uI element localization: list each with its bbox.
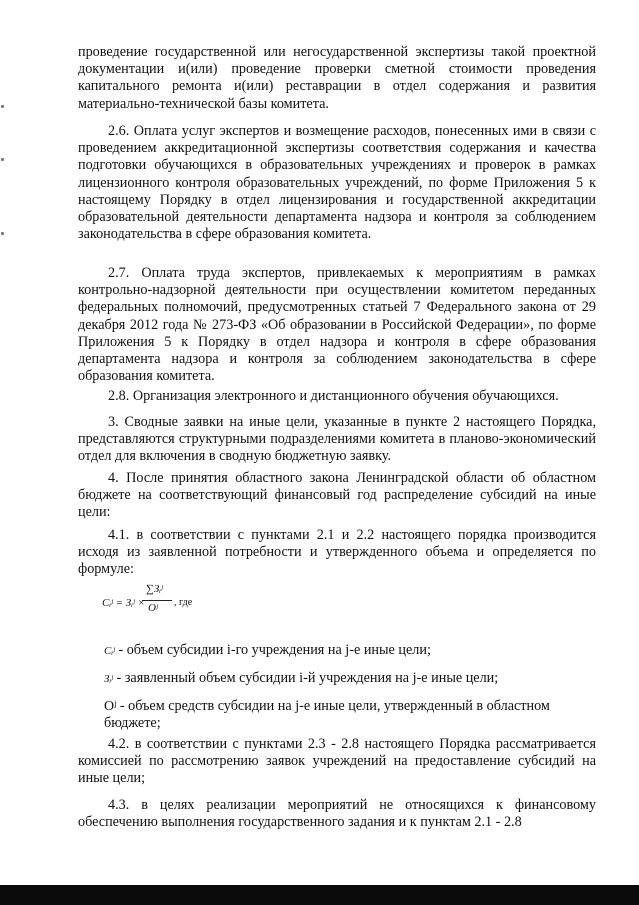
fraction-line: [142, 600, 172, 601]
scan-bottom-edge: [0, 885, 639, 905]
definition-z-symbol: Зᵢʲ: [104, 673, 113, 685]
definition-o: [104, 698, 596, 732]
subsidy-formula: [102, 583, 252, 633]
paragraph-4: 4. После принятия областного закона Ленинградской области об областном бюджете на соответствующий финансовый год распределение субсидий на иные цели:: [78, 470, 596, 521]
paragraph-3: 3. Сводные заявки на иные цели, указанные в пункте 2 настоящего Порядка, представляются структурными подразделениями комитета в планово-экономический отдел для включения в сводную бюджетную заявку.: [78, 414, 596, 465]
definition-c-symbol: Cᵢʲ: [104, 645, 115, 657]
paragraph-continuation: проведение государственной или негосударственной экспертизы такой проектной документации и(или) проведение проверки сметной стоимости проведения капитального ремонта и(или) реставрации в отдел содержания и развития материально-технической базы комитета.: [78, 44, 596, 112]
formula-numerator: ∑Зᵢʲ: [146, 583, 163, 595]
scan-speck: [1, 105, 4, 108]
paragraph-4-2: 4.2. в соответствии с пунктами 2.3 - 2.8 настоящего Порядка рассматривается комиссией по рассмотрению заявок учреждений на предоставление субсидий на иные цели;: [78, 736, 596, 787]
formula-denominator: Oʲ: [148, 602, 158, 614]
definition-c: [104, 642, 596, 660]
formula-tail: , где: [174, 597, 193, 608]
definition-o-text: - объем средств субсидии на j-е иные цели, утвержденный в областном бюджете;: [104, 698, 550, 732]
definition-c-text: - объем субсидии i-го учреждения на j-е иные цели;: [114, 642, 431, 658]
paragraph-4-1: 4.1. в соответствии с пунктами 2.1 и 2.2 настоящего порядка производится исходя из заявленной потребности и утвержденного объема и определяется по формуле:: [78, 527, 596, 578]
scan-speck: [1, 232, 4, 235]
paragraph-2-7: 2.7. Оплата труда экспертов, привлекаемых к мероприятиям в рамках контрольно-надзорной деятельности при осуществлении комитетом переданных федеральных полномочий, предусмотренных статьей 7 Федерального закона от 29 декабря 2012 года № 273-ФЗ «Об образовании в Российской Федерации», по форме Приложения 5 к Порядку в отдел надзора и контроля в сфере образования департамента надзора и контроля за соблюдением законодательства в сфере образования комитета.: [78, 265, 596, 385]
definition-o-symbol: Oʲ: [104, 699, 117, 714]
definition-z: [104, 670, 596, 688]
scan-speck: [1, 158, 4, 161]
paragraph-2-8: 2.8. Организация электронного и дистанционного обучения обучающихся.: [108, 388, 559, 404]
paragraph-2-6: 2.6. Оплата услуг экспертов и возмещение расходов, понесенных ими в связи с проведением аккредитационной экспертизы соответствия содержания и качества подготовки обучающихся в образовательных учреждениях и проверок в рамках лицензионного контроля образовательных учреждений, по форме Приложения 5 к настоящему Порядку в отдел лицензирования и государственной аккредитации образовательной деятельности департамента надзора и контроля за соблюдением законодательства в сфере образования комитета.: [78, 123, 596, 243]
paragraph-4-3: 4.3. в целях реализации мероприятий не относящихся к финансовому обеспечению выполнения государственного задания и к пунктам 2.1 - 2.8: [78, 797, 596, 831]
formula-lhs: Cᵢʲ = Зᵢʲ ×: [102, 597, 145, 609]
definition-z-text: - заявленный объем субсидии i-й учреждения на j-е иные цели;: [113, 670, 499, 686]
